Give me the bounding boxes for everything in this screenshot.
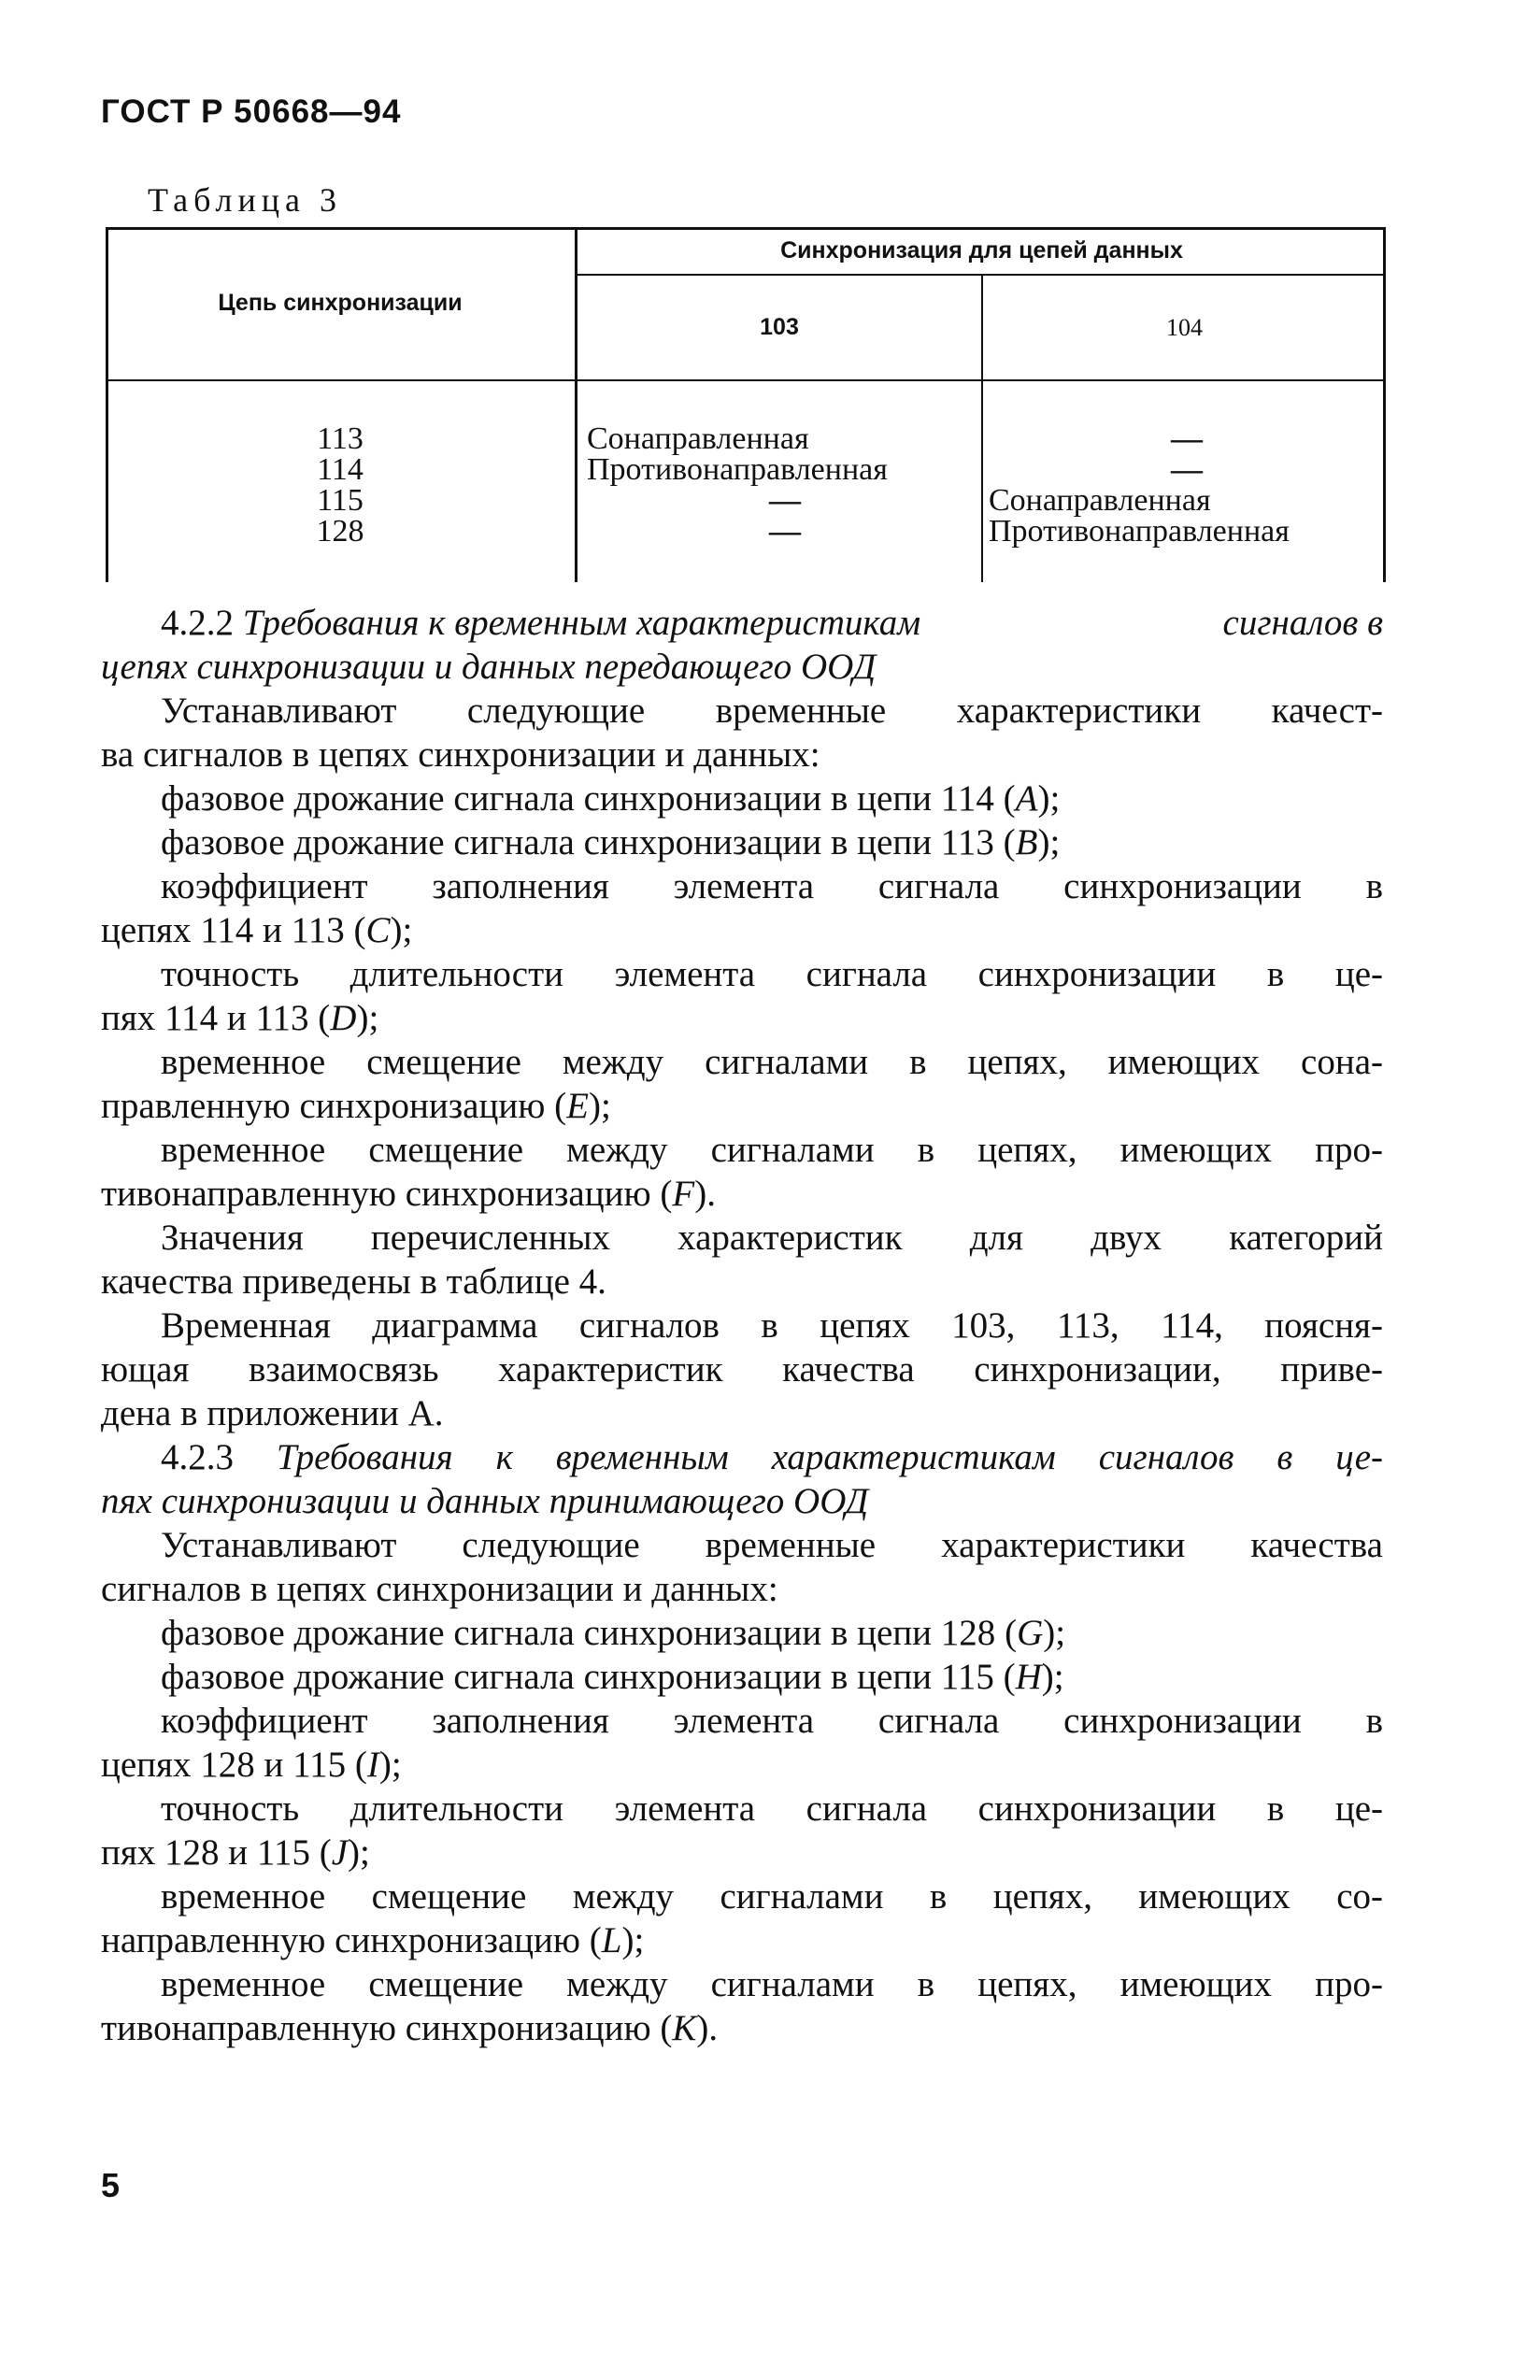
text-line: цепях 114 и 113 (C); xyxy=(101,910,413,950)
column-104-cells xyxy=(989,423,1386,547)
text-line: цепях 128 и 115 (I); xyxy=(101,1745,402,1785)
text-line: ва сигналов в цепях синхронизации и данных: xyxy=(101,734,820,775)
text-line: временное смещение между сигналами в цепях, имеющих со- xyxy=(161,1876,1383,1917)
section-423-heading: 4.2.3 Требования к временным характеристикам сигналов в це- xyxy=(161,1437,1384,1477)
text-line: Временная диаграмма сигналов в цепях 103, 113, 114, поясня- xyxy=(161,1305,1383,1346)
cell-103: Сонаправленная xyxy=(587,421,809,456)
text-line: временное смещение между сигналами в цепях, имеющих сона- xyxy=(161,1042,1383,1082)
table-header-bottom xyxy=(106,379,1386,381)
text-line: пях 114 и 113 (D); xyxy=(101,998,379,1038)
text-line: временное смещение между сигналами в цепях, имеющих про- xyxy=(161,1130,1383,1170)
section-422-title-a: Требования к временным характеристикам xyxy=(242,603,921,643)
text-line: коэффициент заполнения элемента сигнала синхронизации в xyxy=(161,1701,1383,1741)
text-line: качества приведены в таблице 4. xyxy=(101,1261,606,1302)
group-header: Синхронизация для цепей данных xyxy=(780,236,1183,264)
text-line: направленную синхронизацию (L); xyxy=(101,1920,645,1960)
section-422-number: 4.2.2 xyxy=(161,603,234,643)
text-line: сигналов в цепях синхронизации и данных: xyxy=(101,1569,778,1609)
text-line: точность длительности элемента сигнала синхронизации в це- xyxy=(161,1789,1383,1829)
text-line: точность длительности элемента сигнала синхронизации в це- xyxy=(161,954,1383,994)
cell-104: — xyxy=(1171,452,1203,487)
text-line: пях 128 и 115 (J); xyxy=(101,1832,370,1873)
section-422-heading-line2: цепях синхронизации и данных передающего ООД xyxy=(101,647,877,687)
text-line: Устанавливают следующие временные характеристики качест- xyxy=(161,691,1383,731)
text-line: Устанавливают следующие временные характеристики качества xyxy=(161,1525,1383,1565)
table-caption: Таблица 3 xyxy=(148,181,342,219)
circuit-column xyxy=(106,423,575,547)
text-line: тивонаправленную синхронизацию (F). xyxy=(101,1174,716,1214)
cell-104: — xyxy=(1171,421,1203,456)
cell-104: Противонаправленная xyxy=(989,514,1290,549)
text-line: временное смещение между сигналами в цепях, имеющих про- xyxy=(161,1964,1383,2004)
text-line: ющая взаимосвязь характеристик качества синхронизации, приве- xyxy=(101,1349,1383,1390)
text-line: тивонаправленную синхронизацию (K). xyxy=(101,2008,719,2048)
cell-104: Сонаправленная xyxy=(989,483,1211,518)
standard-code: ГОСТ Р 50668—94 xyxy=(101,93,402,130)
page-number: 5 xyxy=(101,2166,121,2204)
section-422-title-b: сигналов в xyxy=(1222,603,1383,643)
text-line: фазовое дрожание сигнала синхронизации в цепи 115 (H); xyxy=(161,1657,1064,1697)
circuit-cell: 113 xyxy=(317,421,364,456)
column-header-104: 104 xyxy=(1166,313,1203,341)
text-line: фазовое дрожание сигнала синхронизации в цепи 113 (B); xyxy=(161,822,1061,862)
column-103-cells xyxy=(587,423,981,547)
circuit-cell: 128 xyxy=(316,514,364,549)
text-line: коэффициент заполнения элемента сигнала синхронизации в xyxy=(161,866,1383,906)
cell-103: Противонаправленная xyxy=(587,452,888,487)
cell-103: — xyxy=(769,483,801,518)
column-header-103: 103 xyxy=(760,314,799,340)
circuit-cell: 114 xyxy=(317,452,364,487)
text-line: Значения перечисленных характеристик для двух категорий xyxy=(161,1218,1383,1258)
circuit-cell: 115 xyxy=(317,483,364,518)
row-header: Цепь синхронизации xyxy=(218,290,463,316)
sync-table xyxy=(106,227,1386,582)
section-422-heading xyxy=(161,601,1383,645)
text-line: фазовое дрожание сигнала синхронизации в цепи 114 (A); xyxy=(161,778,1061,819)
text-line: фазовое дрожание сигнала синхронизации в цепи 128 (G); xyxy=(161,1613,1066,1653)
cell-103: — xyxy=(769,514,801,549)
section-423-heading-line2: пях синхронизации и данных принимающего ООД xyxy=(101,1481,869,1521)
text-line: дена в приложении А. xyxy=(101,1393,444,1433)
text-line: правленную синхронизацию (E); xyxy=(101,1086,611,1126)
